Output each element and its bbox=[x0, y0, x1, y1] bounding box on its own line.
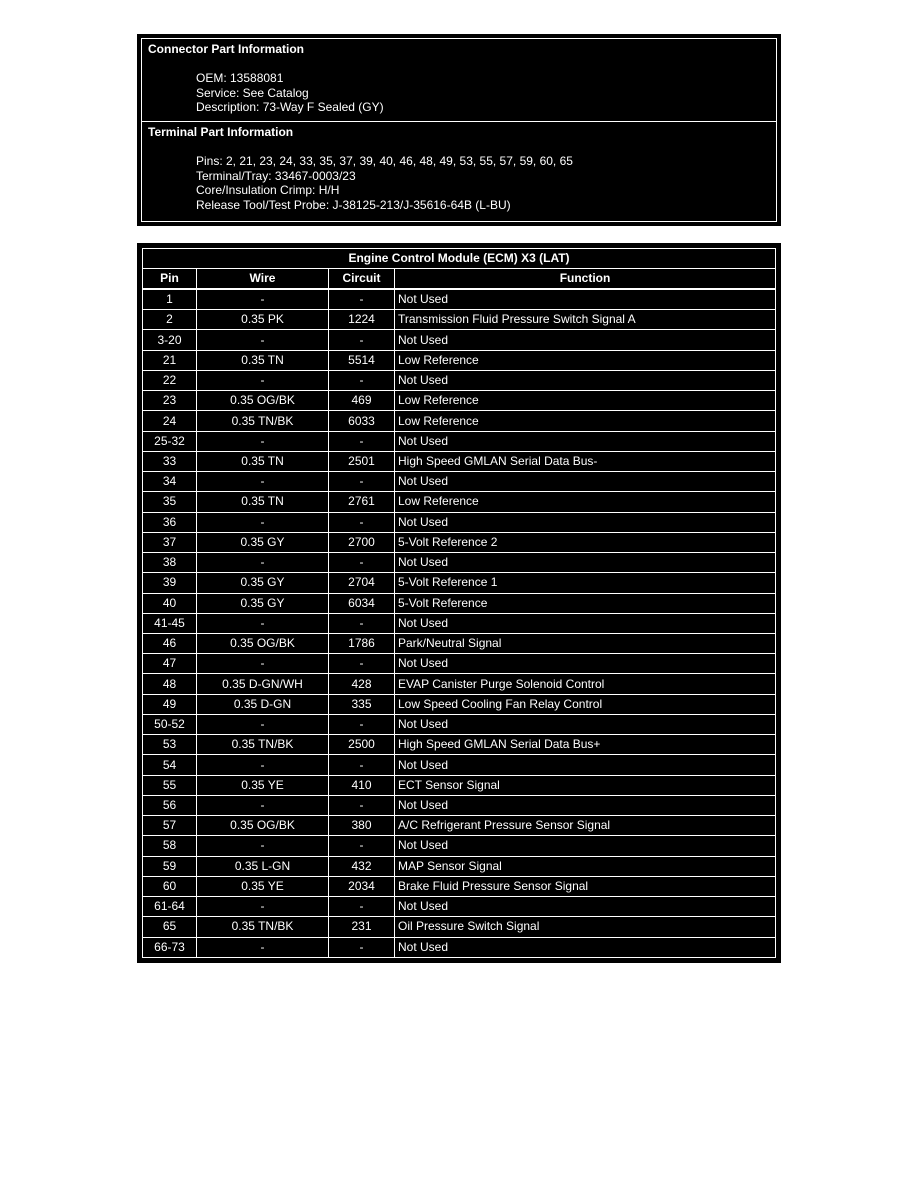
circuit-cell: 2501 bbox=[329, 452, 395, 472]
wire-cell: 0.35 D-GN/WH bbox=[197, 674, 329, 694]
pin-cell: 35 bbox=[142, 492, 197, 512]
table-row bbox=[142, 351, 776, 371]
circuit-cell: - bbox=[329, 614, 395, 634]
table-row bbox=[142, 735, 776, 755]
pin-cell: 38 bbox=[142, 553, 197, 573]
pin-cell: 60 bbox=[142, 877, 197, 897]
table-row bbox=[142, 938, 776, 958]
table-row bbox=[142, 776, 776, 796]
pin-cell: 25-32 bbox=[142, 432, 197, 452]
function-cell: Not Used bbox=[395, 755, 776, 775]
table-row bbox=[142, 289, 776, 310]
wire-cell: - bbox=[197, 330, 329, 350]
wire-cell: 0.35 D-GN bbox=[197, 695, 329, 715]
terminal-part-lines bbox=[196, 154, 772, 212]
wire-cell: 0.35 TN/BK bbox=[197, 411, 329, 431]
wire-cell: - bbox=[197, 371, 329, 391]
circuit-cell: 1786 bbox=[329, 634, 395, 654]
table-row bbox=[142, 715, 776, 735]
pin-cell: 1 bbox=[142, 289, 197, 310]
wire-cell: - bbox=[197, 897, 329, 917]
table-row bbox=[142, 432, 776, 452]
wire-cell: - bbox=[197, 432, 329, 452]
wire-cell: - bbox=[197, 553, 329, 573]
function-cell: Not Used bbox=[395, 796, 776, 816]
function-cell: MAP Sensor Signal bbox=[395, 857, 776, 877]
function-cell: Brake Fluid Pressure Sensor Signal bbox=[395, 877, 776, 897]
table-row bbox=[142, 634, 776, 654]
terminal-tray: Terminal/Tray: 33467-0003/23 bbox=[196, 168, 356, 183]
table-row bbox=[142, 796, 776, 816]
pin-cell: 21 bbox=[142, 351, 197, 371]
pin-cell: 33 bbox=[142, 452, 197, 472]
circuit-cell: - bbox=[329, 432, 395, 452]
function-cell: Not Used bbox=[395, 614, 776, 634]
wire-cell: 0.35 TN bbox=[197, 351, 329, 371]
connector-part-lines bbox=[196, 71, 772, 115]
table-body bbox=[142, 289, 776, 958]
function-cell: Not Used bbox=[395, 553, 776, 573]
function-cell: EVAP Canister Purge Solenoid Control bbox=[395, 674, 776, 694]
header-function: Function bbox=[395, 269, 776, 289]
wire-cell: - bbox=[197, 289, 329, 310]
circuit-cell: - bbox=[329, 553, 395, 573]
table-row bbox=[142, 533, 776, 553]
function-cell: Oil Pressure Switch Signal bbox=[395, 917, 776, 937]
function-cell: Not Used bbox=[395, 289, 776, 310]
terminal-pins: Pins: 2, 21, 23, 24, 33, 35, 37, 39, 40, 46, 48, 49, 53, 55, 57, 59, 60, 65 bbox=[196, 154, 573, 168]
circuit-cell: 1224 bbox=[329, 310, 395, 330]
function-cell: Not Used bbox=[395, 938, 776, 958]
function-cell: Not Used bbox=[395, 472, 776, 492]
wire-cell: - bbox=[197, 715, 329, 735]
table-title: Engine Control Module (ECM) X3 (LAT) bbox=[142, 248, 776, 269]
circuit-cell: 5514 bbox=[329, 351, 395, 371]
pin-cell: 49 bbox=[142, 695, 197, 715]
function-cell: High Speed GMLAN Serial Data Bus- bbox=[395, 452, 776, 472]
table-row bbox=[142, 310, 776, 330]
table-row bbox=[142, 917, 776, 937]
table-row bbox=[142, 452, 776, 472]
wire-cell: - bbox=[197, 938, 329, 958]
circuit-cell: 428 bbox=[329, 674, 395, 694]
function-cell: Low Speed Cooling Fan Relay Control bbox=[395, 695, 776, 715]
pin-cell: 23 bbox=[142, 391, 197, 411]
function-cell: 5-Volt Reference 2 bbox=[395, 533, 776, 553]
wire-cell: 0.35 TN/BK bbox=[197, 735, 329, 755]
wire-cell: - bbox=[197, 796, 329, 816]
wire-cell: 0.35 TN bbox=[197, 452, 329, 472]
pin-cell: 37 bbox=[142, 533, 197, 553]
function-cell: Low Reference bbox=[395, 391, 776, 411]
pin-cell: 36 bbox=[142, 513, 197, 533]
pin-cell: 55 bbox=[142, 776, 197, 796]
circuit-cell: - bbox=[329, 755, 395, 775]
circuit-cell: - bbox=[329, 938, 395, 958]
wire-cell: 0.35 TN bbox=[197, 492, 329, 512]
wire-cell: - bbox=[197, 472, 329, 492]
part-info-frame bbox=[141, 38, 777, 222]
function-cell: Low Reference bbox=[395, 492, 776, 512]
pin-cell: 34 bbox=[142, 472, 197, 492]
circuit-cell: 410 bbox=[329, 776, 395, 796]
function-cell: Not Used bbox=[395, 371, 776, 391]
circuit-cell: - bbox=[329, 371, 395, 391]
connector-description: Description: 73-Way F Sealed (GY) bbox=[196, 100, 384, 115]
table-row bbox=[142, 513, 776, 533]
function-cell: Transmission Fluid Pressure Switch Signal A bbox=[395, 310, 776, 330]
function-cell: 5-Volt Reference bbox=[395, 594, 776, 614]
pin-cell: 58 bbox=[142, 836, 197, 856]
header-pin: Pin bbox=[142, 269, 197, 289]
table-row bbox=[142, 695, 776, 715]
circuit-cell: 6033 bbox=[329, 411, 395, 431]
function-cell: Not Used bbox=[395, 897, 776, 917]
wire-cell: 0.35 OG/BK bbox=[197, 391, 329, 411]
wire-cell: 0.35 OG/BK bbox=[197, 634, 329, 654]
function-cell: Not Used bbox=[395, 432, 776, 452]
pin-cell: 65 bbox=[142, 917, 197, 937]
pin-cell: 3-20 bbox=[142, 330, 197, 350]
circuit-cell: - bbox=[329, 897, 395, 917]
pin-cell: 59 bbox=[142, 857, 197, 877]
table-row bbox=[142, 330, 776, 350]
header-circuit: Circuit bbox=[329, 269, 395, 289]
wire-cell: - bbox=[197, 513, 329, 533]
pin-cell: 47 bbox=[142, 654, 197, 674]
circuit-cell: - bbox=[329, 715, 395, 735]
circuit-cell: 2034 bbox=[329, 877, 395, 897]
circuit-cell: - bbox=[329, 836, 395, 856]
circuit-cell: 380 bbox=[329, 816, 395, 836]
wire-cell: - bbox=[197, 614, 329, 634]
pin-cell: 2 bbox=[142, 310, 197, 330]
function-cell: A/C Refrigerant Pressure Sensor Signal bbox=[395, 816, 776, 836]
pin-cell: 56 bbox=[142, 796, 197, 816]
function-cell: Park/Neutral Signal bbox=[395, 634, 776, 654]
table-row bbox=[142, 472, 776, 492]
function-cell: Not Used bbox=[395, 836, 776, 856]
terminal-part-heading: Terminal Part Information bbox=[148, 125, 294, 139]
circuit-cell: 432 bbox=[329, 857, 395, 877]
wire-cell: 0.35 GY bbox=[197, 594, 329, 614]
table-row bbox=[142, 857, 776, 877]
pin-cell: 22 bbox=[142, 371, 197, 391]
table-row bbox=[142, 614, 776, 634]
table-row bbox=[142, 492, 776, 512]
wire-cell: 0.35 OG/BK bbox=[197, 816, 329, 836]
wire-cell: 0.35 YE bbox=[197, 776, 329, 796]
wire-cell: - bbox=[197, 654, 329, 674]
circuit-cell: 231 bbox=[329, 917, 395, 937]
table-row bbox=[142, 371, 776, 391]
function-cell: ECT Sensor Signal bbox=[395, 776, 776, 796]
wire-cell: 0.35 GY bbox=[197, 573, 329, 593]
circuit-cell: - bbox=[329, 472, 395, 492]
table-row bbox=[142, 391, 776, 411]
connector-part-section bbox=[142, 39, 776, 122]
pin-cell: 48 bbox=[142, 674, 197, 694]
wire-cell: 0.35 PK bbox=[197, 310, 329, 330]
function-cell: 5-Volt Reference 1 bbox=[395, 573, 776, 593]
function-cell: Low Reference bbox=[395, 411, 776, 431]
circuit-cell: 6034 bbox=[329, 594, 395, 614]
function-cell: Not Used bbox=[395, 513, 776, 533]
function-cell: High Speed GMLAN Serial Data Bus+ bbox=[395, 735, 776, 755]
wire-cell: 0.35 GY bbox=[197, 533, 329, 553]
function-cell: Not Used bbox=[395, 330, 776, 350]
circuit-cell: 2704 bbox=[329, 573, 395, 593]
header-wire: Wire bbox=[197, 269, 329, 289]
connector-service: Service: See Catalog bbox=[196, 85, 309, 100]
pin-cell: 61-64 bbox=[142, 897, 197, 917]
pin-cell: 24 bbox=[142, 411, 197, 431]
function-cell: Not Used bbox=[395, 654, 776, 674]
circuit-cell: 2700 bbox=[329, 533, 395, 553]
table-row bbox=[142, 836, 776, 856]
wire-cell: - bbox=[197, 755, 329, 775]
pin-cell: 46 bbox=[142, 634, 197, 654]
circuit-cell: 335 bbox=[329, 695, 395, 715]
function-cell: Low Reference bbox=[395, 351, 776, 371]
circuit-cell: 2761 bbox=[329, 492, 395, 512]
circuit-cell: - bbox=[329, 796, 395, 816]
function-cell: Not Used bbox=[395, 715, 776, 735]
table-row bbox=[142, 654, 776, 674]
table-row bbox=[142, 816, 776, 836]
circuit-cell: - bbox=[329, 330, 395, 350]
pin-cell: 50-52 bbox=[142, 715, 197, 735]
wire-cell: 0.35 YE bbox=[197, 877, 329, 897]
circuit-cell: 2500 bbox=[329, 735, 395, 755]
terminal-crimp: Core/Insulation Crimp: H/H bbox=[196, 183, 340, 198]
table-row bbox=[142, 897, 776, 917]
table-header-row bbox=[142, 269, 776, 289]
circuit-cell: - bbox=[329, 513, 395, 533]
wire-cell: - bbox=[197, 836, 329, 856]
ecm-pinout-table bbox=[142, 248, 776, 958]
pin-cell: 57 bbox=[142, 816, 197, 836]
table-row bbox=[142, 594, 776, 614]
ecm-table-panel bbox=[137, 243, 781, 963]
table-row bbox=[142, 553, 776, 573]
wire-cell: 0.35 TN/BK bbox=[197, 917, 329, 937]
table-row bbox=[142, 877, 776, 897]
pin-cell: 39 bbox=[142, 573, 197, 593]
pin-cell: 66-73 bbox=[142, 938, 197, 958]
pin-cell: 54 bbox=[142, 755, 197, 775]
terminal-part-section bbox=[142, 122, 776, 222]
table-row bbox=[142, 411, 776, 431]
circuit-cell: - bbox=[329, 289, 395, 310]
pin-cell: 41-45 bbox=[142, 614, 197, 634]
connector-part-heading: Connector Part Information bbox=[148, 42, 305, 56]
wire-cell: 0.35 L-GN bbox=[197, 857, 329, 877]
pin-cell: 40 bbox=[142, 594, 197, 614]
table-row bbox=[142, 674, 776, 694]
part-info-panel bbox=[137, 34, 781, 226]
circuit-cell: 469 bbox=[329, 391, 395, 411]
terminal-release-tool: Release Tool/Test Probe: J-38125-213/J-35616-64B (L-BU) bbox=[196, 197, 511, 212]
table-row bbox=[142, 755, 776, 775]
pin-cell: 53 bbox=[142, 735, 197, 755]
table-title-row bbox=[142, 248, 776, 269]
circuit-cell: - bbox=[329, 654, 395, 674]
table-row bbox=[142, 573, 776, 593]
connector-oem: OEM: 13588081 bbox=[196, 71, 284, 85]
